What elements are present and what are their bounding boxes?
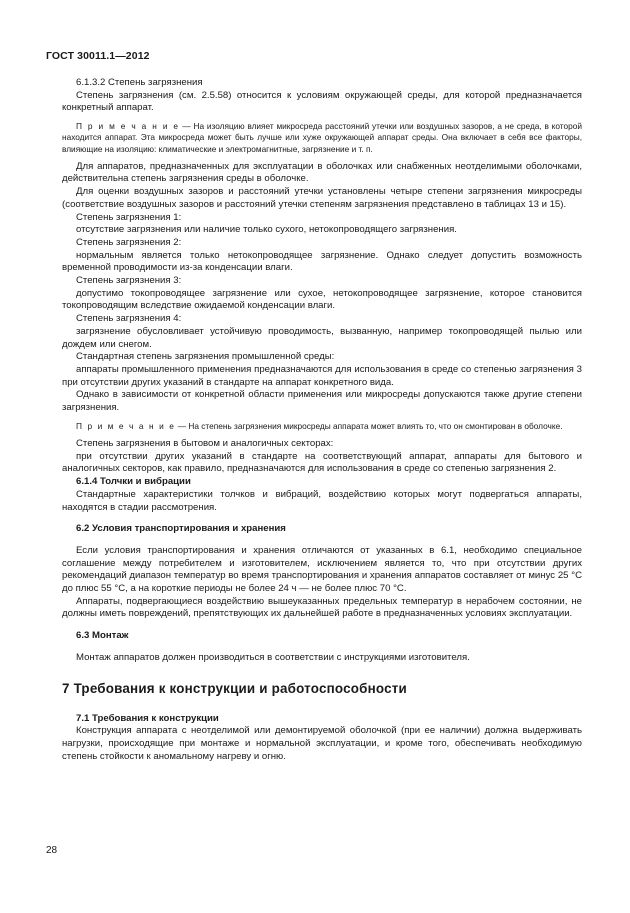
note-paragraph xyxy=(62,421,582,432)
paragraph: Степень загрязнения (см. 2.5.58) относится к условиям окружающей среды, для которой предназначается конкретный аппарат. xyxy=(62,89,582,114)
note-text: — На степень загрязнения микросреды аппарата может влиять то, что он смонтирован в оболочке. xyxy=(175,420,563,431)
paragraph: Степень загрязнения 2: xyxy=(76,236,182,248)
note-label: П р и м е ч а н и е xyxy=(76,420,176,431)
paragraph: Стандартные характеристики толчков и вибраций, воздействию которых могут подвергаться аппараты, находятся в стадии рассмотрения. xyxy=(62,488,582,513)
paragraph: отсутствие загрязнения или наличие только сухого, нетокопроводящего загрязнения. xyxy=(76,224,457,236)
section-heading: 7 Требования к конструкции и работоспособности xyxy=(62,680,407,696)
paragraph: Монтаж аппаратов должен производиться в соответствии с инструкциями изготовителя. xyxy=(76,651,470,663)
note-text: — На изоляцию влияет микросреда расстояний утечки или воздушных зазоров, а не среда, в которой находится аппарат. Эта микросреда может быть лучше или хуже окружающей аппарат среды. Она включает в себя все факторы, влияющие на изоляцию: климатические и электромагнитные, загрязнение и т. п. xyxy=(62,121,582,154)
paragraph: 6.1.3.2 Степень загрязнения xyxy=(76,77,203,88)
subsection-heading: 6.2 Условия транспортирования и хранения xyxy=(76,523,286,535)
note-label: П р и м е ч а н и е xyxy=(76,121,180,132)
document-header: ГОСТ 30011.1—2012 xyxy=(46,50,150,62)
subsection-heading: 6.1.4 Толчки и вибрации xyxy=(76,476,191,488)
paragraph: аппараты промышленного применения предназначаются для использования в среде со степенью загрязнения 3 при отсутствии других указаний в стандарте на аппарат конкретного вида. xyxy=(62,363,582,388)
paragraph: Аппараты, подвергающиеся воздействию вышеуказанных предельных температур в нерабочем состоянии, не должны иметь повреждений, препятствующих их дальнейшей работе в предназначенных условиях эксплуатации. xyxy=(62,595,582,620)
paragraph: Конструкция аппарата с неотделимой или демонтируемой оболочкой (при ее наличии) должна выдерживать нагрузки, происходящие при монтаже и нормальной эксплуатации, и кроме того, обеспечивать необходимую степень стойкости к аномальному нагреву и огню. xyxy=(62,725,582,762)
subsection-heading: 7.1 Требования к конструкции xyxy=(76,712,219,724)
paragraph: при отсутствии других указаний в стандарте на соответствующий аппарат, аппараты для бытового и аналогичных секторов, как правило, предназначаются для использования в среде со степенью загрязнения 2. xyxy=(62,450,582,475)
document-body xyxy=(62,77,582,763)
page-number: 28 xyxy=(46,845,58,856)
paragraph: Стандартная степень загрязнения промышленной среды: xyxy=(76,351,335,363)
subsection-heading: 6.3 Монтаж xyxy=(76,630,129,642)
paragraph: Для аппаратов, предназначенных для эксплуатации в оболочках или снабженных неотделимыми оболочками, действительна степень загрязнения среды в оболочке. xyxy=(62,160,582,185)
paragraph: Однако в зависимости от конкретной области применения или микросреды допускаются также другие степени загрязнения. xyxy=(62,389,582,414)
paragraph: Если условия транспортирования и хранения отличаются от указанных в 6.1, необходимо специальное соглашение между потребителем и изготовителем, исключением является то, что при отсутствии других рекомендаций диапазон температур во время транспортирования и хранения аппаратов составляет от минус 25 °С до плюс 55 °С, а на короткие периоды не более 24 ч — не более плюс 70 °С. xyxy=(62,544,582,595)
paragraph: Степень загрязнения 3: xyxy=(76,275,182,287)
paragraph: нормальным является только нетокопроводящее загрязнение. Однако следует допустить возможность временной проводимости из-за конденсации влаги. xyxy=(62,249,582,274)
paragraph: Степень загрязнения 1: xyxy=(76,211,182,223)
paragraph: загрязнение обусловливает устойчивую проводимость, вызванную, например токопроводящей пылью или дождем или снегом. xyxy=(62,325,582,350)
paragraph: допустимо токопроводящее загрязнение или сухое, нетокопроводящее загрязнение, которое становится токопроводящим вследствие ожидаемой конденсации влаги. xyxy=(62,287,582,312)
paragraph: Степень загрязнения в бытовом и аналогичных секторах: xyxy=(76,437,334,449)
note-paragraph xyxy=(62,121,582,155)
paragraph: Степень загрязнения 4: xyxy=(76,313,182,325)
paragraph: Для оценки воздушных зазоров и расстояний утечки установлены четыре степени загрязнения микросреды (соответствие воздушных зазоров и расстояний утечки степеням загрязнения представлено в таблицах 13 и 15). xyxy=(62,186,582,210)
